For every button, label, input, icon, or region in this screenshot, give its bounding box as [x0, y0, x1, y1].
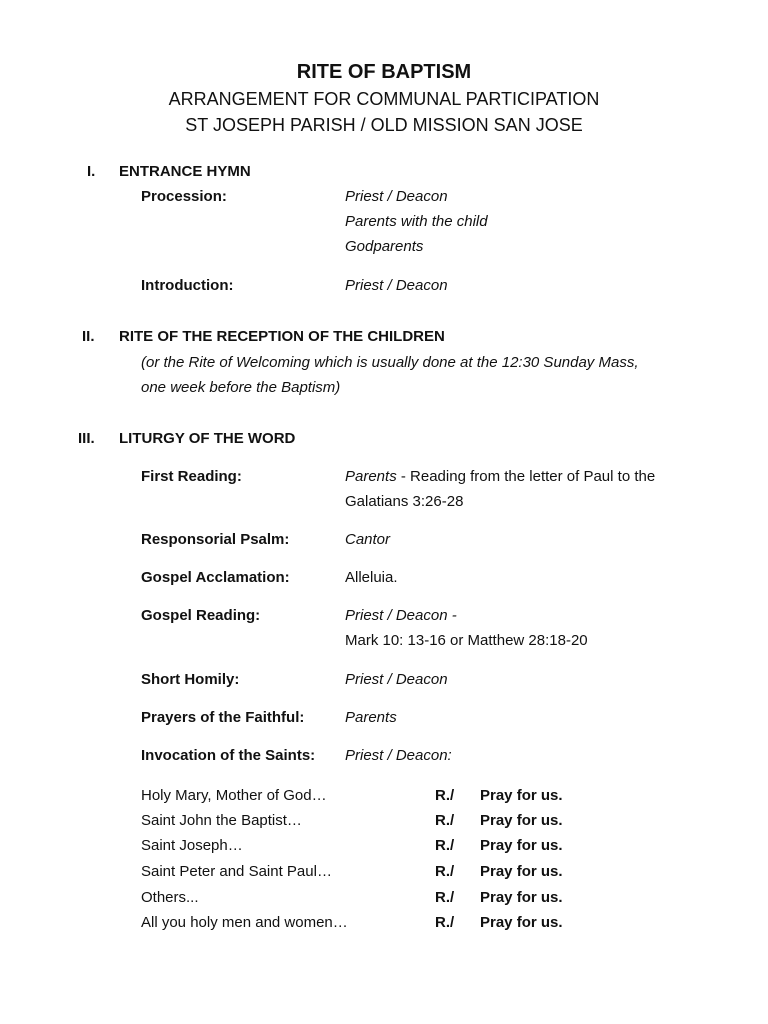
first-reading-value	[345, 468, 655, 485]
introduction-label: Introduction:	[141, 277, 234, 294]
document-subtitle: ARRANGEMENT FOR COMMUNAL PARTICIPATION	[168, 89, 600, 109]
litany-invocation: All you holy men and women…	[141, 914, 348, 931]
response-text: Pray for us.	[480, 914, 563, 931]
section-number: III.	[78, 430, 95, 447]
section-number: II.	[82, 328, 95, 345]
parish-name: ST JOSEPH PARISH / OLD MISSION SAN JOSE	[185, 115, 583, 135]
response-marker: R./	[435, 812, 455, 829]
section-title-entrance-hymn: ENTRANCE HYMN	[119, 163, 251, 180]
litany-invocation: Holy Mary, Mother of God…	[141, 787, 327, 804]
litany-invocation: Saint Peter and Saint Paul…	[141, 863, 332, 880]
response-text: Pray for us.	[480, 837, 563, 854]
section-number: I.	[87, 163, 96, 180]
first-reading-label: First Reading:	[141, 468, 242, 485]
homily-label: Short Homily:	[141, 671, 240, 688]
reception-note: (or the Rite of Welcoming which is usually done at the 12:30 Sunday Mass,	[141, 354, 639, 371]
first-reading-citation: Galatians 3:26-28	[345, 493, 464, 510]
procession-label: Procession:	[141, 188, 227, 205]
response-marker: R./	[435, 889, 455, 906]
first-reading-text: - Reading from the letter of Paul to the	[396, 468, 656, 485]
litany-invocation: Saint Joseph…	[141, 837, 243, 854]
section-title-liturgy: LITURGY OF THE WORD	[119, 430, 296, 447]
response-text: Pray for us.	[480, 812, 563, 829]
section-title-reception: RITE OF THE RECEPTION OF THE CHILDREN	[119, 328, 445, 345]
psalm-label: Responsorial Psalm:	[141, 531, 290, 548]
acclamation-value: Alleluia.	[345, 569, 398, 586]
response-text: Pray for us.	[480, 863, 563, 880]
procession-value: Priest / Deacon	[345, 188, 448, 205]
psalm-value: Cantor	[345, 531, 391, 548]
gospel-label: Gospel Reading:	[141, 607, 261, 624]
procession-value: Parents with the child	[345, 213, 488, 230]
reception-note: one week before the Baptism)	[141, 379, 341, 396]
invocation-label: Invocation of the Saints:	[141, 747, 316, 764]
response-text: Pray for us.	[480, 889, 563, 906]
acclamation-label: Gospel Acclamation:	[141, 569, 290, 586]
response-marker: R./	[435, 863, 455, 880]
introduction-value: Priest / Deacon	[345, 277, 448, 294]
document-title: RITE OF BAPTISM	[296, 61, 472, 83]
litany-invocation: Saint John the Baptist…	[141, 812, 302, 829]
prayers-label: Prayers of the Faithful:	[141, 709, 305, 726]
response-marker: R./	[435, 787, 455, 804]
response-text: Pray for us.	[480, 787, 563, 804]
response-marker: R./	[435, 837, 455, 854]
homily-value: Priest / Deacon	[345, 671, 448, 688]
prayers-value: Parents	[345, 709, 397, 726]
gospel-citation: Mark 10: 13-16 or Matthew 28:18-20	[345, 632, 588, 649]
procession-value: Godparents	[345, 238, 424, 255]
litany-invocation: Others...	[141, 889, 199, 906]
invocation-value: Priest / Deacon:	[345, 747, 452, 764]
response-marker: R./	[435, 914, 455, 931]
gospel-reader: Priest / Deacon -	[345, 607, 457, 624]
first-reading-reader: Parents	[345, 468, 397, 485]
